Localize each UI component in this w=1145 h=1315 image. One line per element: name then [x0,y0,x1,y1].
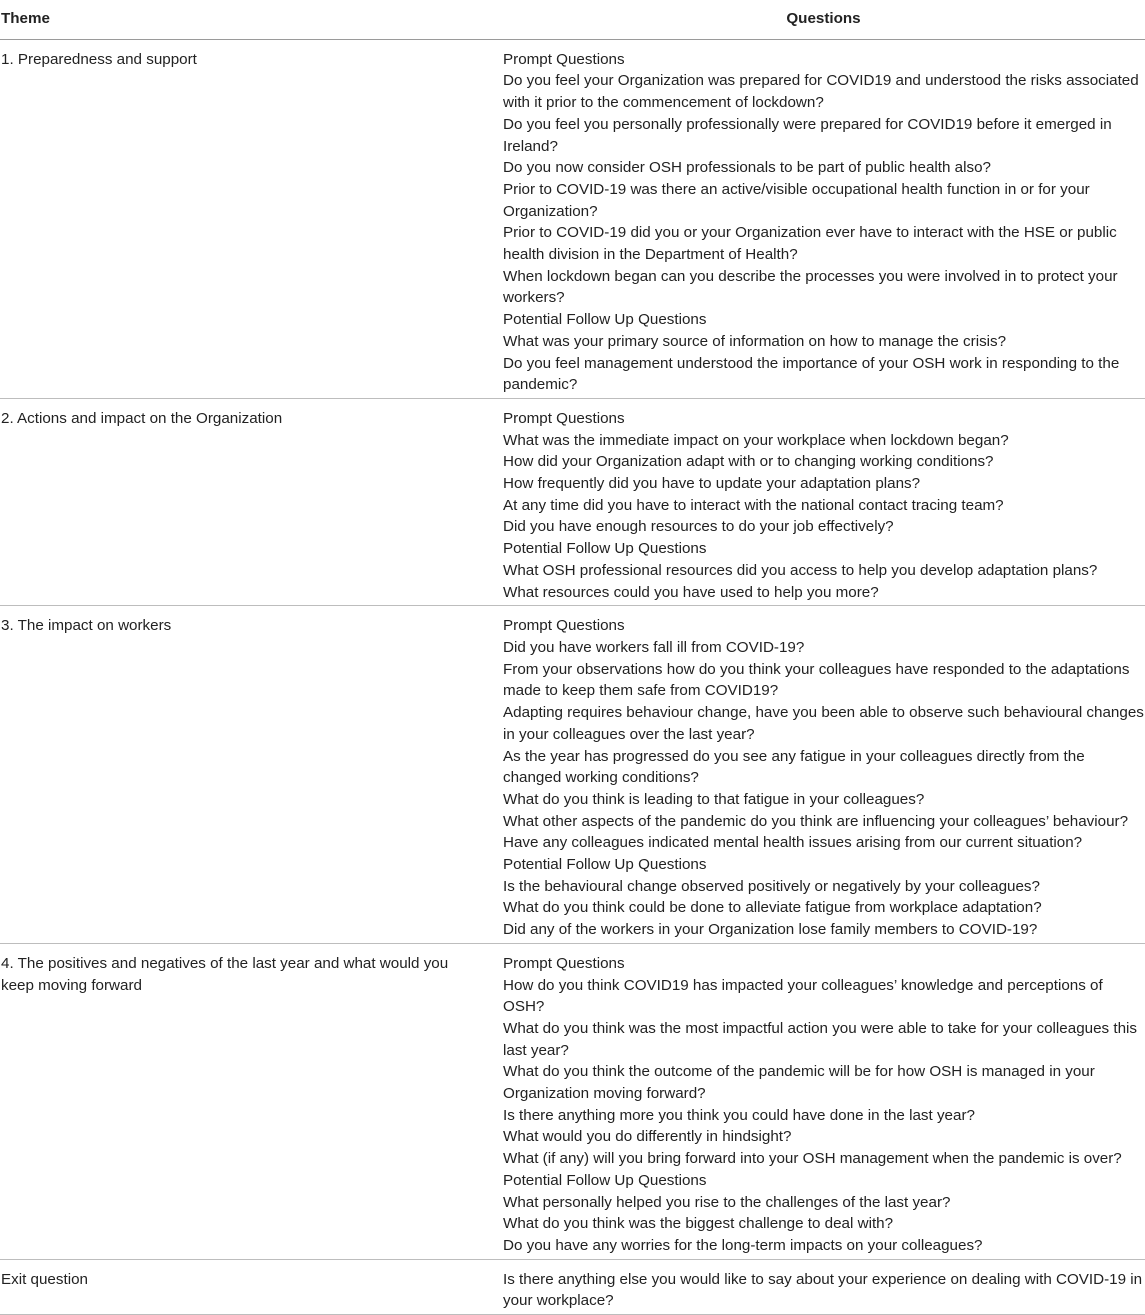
question-group-label: Prompt Questions [503,617,625,635]
question-text: What resources could you have used to help you more? [503,583,879,601]
question-text: Do you feel management understood the importance of your OSH work in responding to the pandemic? [503,354,1120,394]
question-text: How frequently did you have to update your adaptation plans? [503,475,921,493]
question-group-label: Potential Follow Up Questions [503,311,707,329]
header-row [0,0,1145,39]
question-text: What do you think the outcome of the pandemic will be for how OSH is managed in your Organization moving forward? [503,1063,1095,1103]
theme-cell: Exit question [0,1259,502,1314]
question-text: Is the behavioural change observed positively or negatively by your colleagues? [503,877,1040,895]
question-text: Prior to COVID-19 was there an active/visible occupational health function in or for your Organization? [503,180,1090,220]
questions-cell [502,1259,1145,1314]
question-text: Did any of the workers in your Organization lose family members to COVID-19? [503,921,1038,939]
question-text: Did you have enough resources to do your job effectively? [503,518,894,536]
question-text: What do you think was the biggest challenge to deal with? [503,1215,894,1233]
table-row [0,39,1145,398]
question-text: What do you think could be done to alleviate fatigue from workplace adaptation? [503,899,1042,917]
question-text: From your observations how do you think your colleagues have responded to the adaptations made to keep them safe from COVID19? [503,660,1130,700]
question-text: Is there anything more you think you could have done in the last year? [503,1106,975,1124]
question-text: Do you now consider OSH professionals to be part of public health also? [503,159,991,177]
question-text: What other aspects of the pandemic do you think are influencing your colleagues’ behaviour? [503,812,1129,830]
theme-cell: 1. Preparedness and support [0,39,502,398]
questions-cell [502,943,1145,1259]
question-text: Prior to COVID-19 did you or your Organization ever have to interact with the HSE or public health division in the Department of Health? [503,224,1117,264]
question-text: What was your primary source of information on how to manage the crisis? [503,332,1007,350]
question-text: How do you think COVID19 has impacted your colleagues’ knowledge and perceptions of OSH? [503,976,1103,1016]
question-text: Is there anything else you would like to say about your experience on dealing with COVID-19 in your workplace? [503,1270,1143,1310]
question-text: Do you have any worries for the long-term impacts on your colleagues? [503,1236,983,1254]
table-row [0,398,1145,605]
table-row [0,943,1145,1259]
question-group-label: Prompt Questions [503,50,625,68]
theme-cell: 3. The impact on workers [0,606,502,944]
questions-cell [502,39,1145,398]
questions-cell [502,606,1145,944]
theme-cell: 2. Actions and impact on the Organization [0,398,502,605]
question-text: When lockdown began can you describe the processes you were involved in to protect your workers? [503,267,1118,307]
question-text: At any time did you have to interact with the national contact tracing team? [503,496,1004,514]
question-text: Do you feel you personally professionally were prepared for COVID19 before it emerged in Ireland? [503,115,1112,155]
question-text: What do you think is leading to that fatigue in your colleagues? [503,790,925,808]
question-text: What personally helped you rise to the challenges of the last year? [503,1193,951,1211]
question-text: What do you think was the most impactful action you were able to take for your colleagues this last year? [503,1019,1137,1059]
table-header [0,0,1145,39]
question-text: Did you have workers fall ill from COVID-19? [503,638,805,656]
table-body [0,39,1145,1314]
questions-cell [502,398,1145,605]
theme-cell: 4. The positives and negatives of the last year and what would you keep moving forward [0,943,502,1259]
table-row [0,1259,1145,1314]
question-text: What would you do differently in hindsight? [503,1128,792,1146]
theme-column-header: Theme [0,0,502,39]
question-text: What OSH professional resources did you access to help you develop adaptation plans? [503,561,1098,579]
question-group-label: Potential Follow Up Questions [503,540,707,558]
question-group-label: Prompt Questions [503,954,625,972]
question-text: Adapting requires behaviour change, have you been able to observe such behavioural changes in your colleagues over the last year? [503,704,1144,743]
question-text: Have any colleagues indicated mental health issues arising from our current situation? [503,834,1083,852]
questions-column-header: Questions [502,0,1145,39]
question-text: What was the immediate impact on your workplace when lockdown began? [503,431,1009,449]
question-text: As the year has progressed do you see any fatigue in your colleagues directly from the changed working conditions? [503,747,1085,787]
table-row [0,606,1145,944]
question-text: Do you feel your Organization was prepared for COVID19 and understood the risks associated with it prior to the commencement of lockdown? [503,72,1139,112]
question-text: What (if any) will you bring forward into your OSH management when the pandemic is over? [503,1150,1122,1168]
question-group-label: Potential Follow Up Questions [503,856,707,874]
question-group-label: Prompt Questions [503,409,625,427]
question-group-label: Potential Follow Up Questions [503,1171,707,1189]
question-text: How did your Organization adapt with or to changing working conditions? [503,453,994,471]
